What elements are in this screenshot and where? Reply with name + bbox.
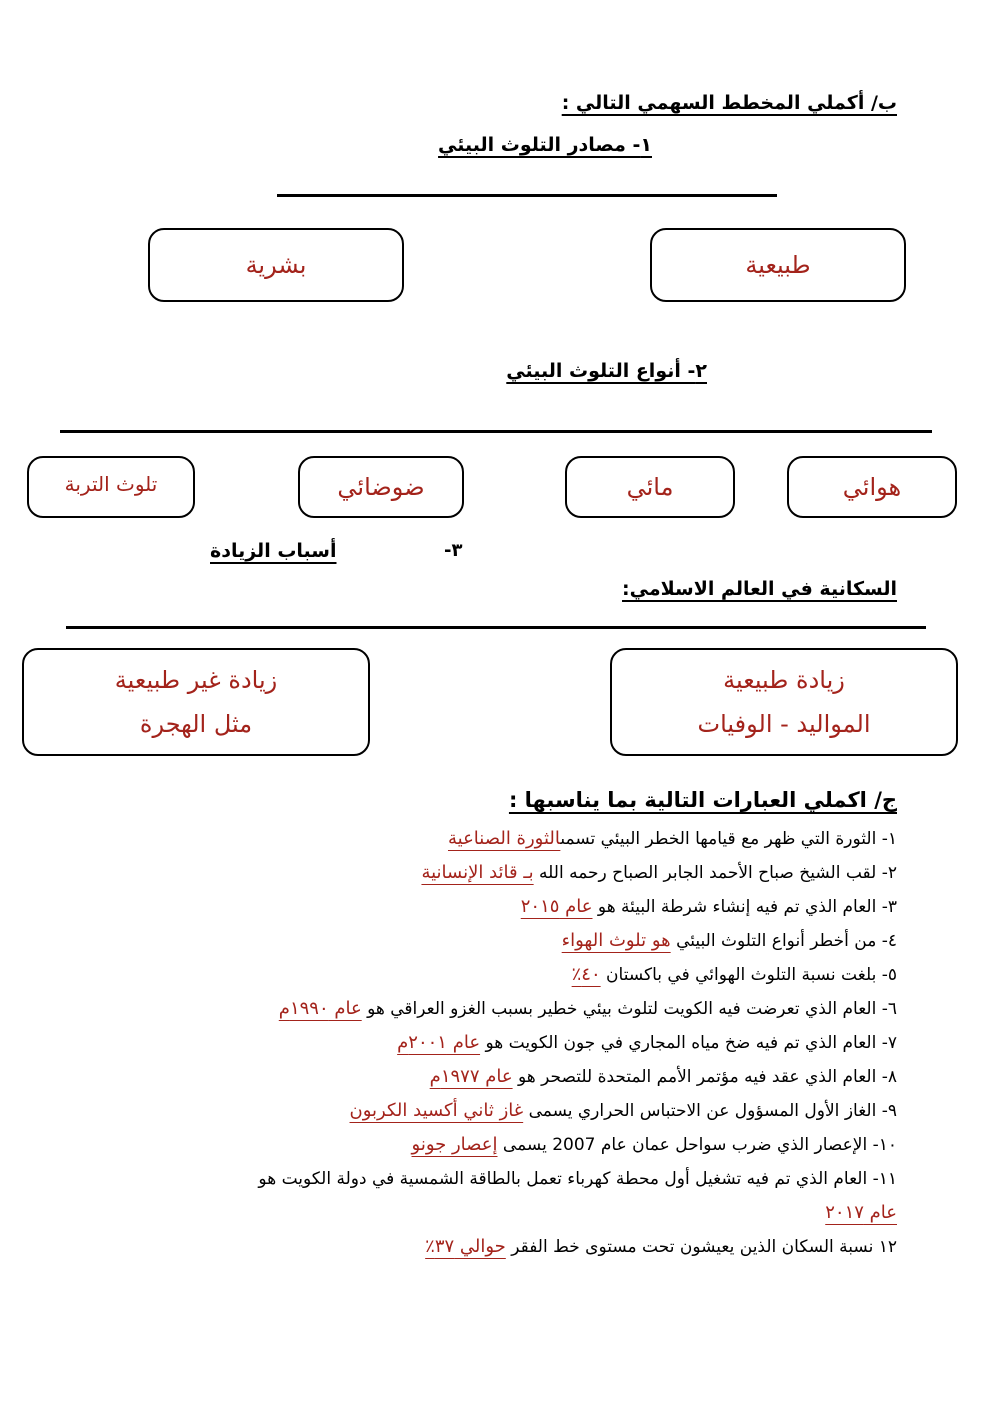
list-item (97, 1060, 897, 1094)
type-soil-label: تلوث التربة (64, 472, 158, 496)
item-text: ٧- العام الذي تم فيه ضخ مياه المجاري في جون الكويت هو (485, 1033, 897, 1053)
item-answer: بـ قائد الإنسانية (421, 862, 534, 883)
source-natural-label: طبيعية (745, 251, 811, 279)
item-text: ١٢ نسبة السكان الذين يعيشون تحت مستوى خط الفقر (511, 1237, 897, 1257)
item-text: ١- الثورة التي ظهر مع قيامها الخطر البيئي تسمى (560, 829, 897, 849)
unnatural-increase-detail: مثل الهجرة (139, 710, 253, 738)
type-box-soil (27, 456, 195, 518)
pollution-sources-heading: ١- مصادر التلوث البيئي (438, 134, 652, 156)
source-box-natural (650, 228, 906, 302)
item-text: ٣- العام الذي تم فيه إنشاء شرطة البيئة هو (597, 897, 897, 917)
type-box-water (565, 456, 735, 518)
population-number: ٣- (444, 540, 463, 561)
item-text: ٩- الغاز الأول المسؤول عن الاحتباس الحراري يسمى (528, 1101, 897, 1121)
section-c-title: ج/ اكملي العبارات التالية بما يناسبها : (508, 788, 897, 812)
type-water-label: مائي (626, 473, 674, 501)
natural-increase-detail: المواليد - الوفيات (697, 710, 871, 738)
population-connector-line (66, 626, 926, 629)
item-answer: ٤٠٪ (571, 964, 601, 985)
population-heading-line2: السكانية في العالم الاسلامي: (622, 578, 897, 600)
item-text: ١٠- الإعصار الذي ضرب سواحل عمان عام 2007 يسمى (502, 1135, 897, 1155)
type-air-label: هوائي (842, 473, 902, 501)
item-answer: عام ٢٠٠١م (397, 1032, 481, 1053)
list-item (97, 1094, 897, 1128)
pollution-types-heading: ٢- أنواع التلوث البيئي (506, 360, 707, 382)
list-item (97, 958, 897, 992)
item-answer: عام ١٩٧٧م (429, 1066, 513, 1087)
increase-box-unnatural (22, 648, 370, 756)
item-text: ٨- العام الذي عقد فيه مؤتمر الأمم المتحدة للتصحر هو (518, 1067, 897, 1087)
list-item (97, 890, 897, 924)
fill-in-list (97, 822, 897, 1264)
item-answer: عام ١٩٩٠م (278, 998, 362, 1019)
type-box-noise (298, 456, 464, 518)
item-text: ٢- لقب الشيخ صباح الأحمد الجابر الصباح رحمه الله (539, 863, 897, 883)
population-heading-line1: أسباب الزيادة (210, 540, 337, 562)
item-text: ٥- بلغت نسبة التلوث الهوائي في باكستان (606, 965, 897, 985)
item-answer: عام ٢٠١٧ (825, 1202, 897, 1223)
source-box-human (148, 228, 404, 302)
list-item (97, 856, 897, 890)
item-answer: هو تلوث الهواء (561, 930, 671, 951)
list-item (97, 992, 897, 1026)
item-answer: الثورة الصناعية (447, 828, 561, 849)
item-answer: إعصار جونو (411, 1134, 498, 1155)
unnatural-increase-title: زيادة غير طبيعية (114, 666, 278, 694)
item-answer: حوالي ٣٧٪ (425, 1236, 506, 1257)
list-item (97, 822, 897, 856)
item-text: ٤- من أخطر أنواع التلوث البيئي (676, 931, 897, 951)
types-connector-line (60, 430, 932, 433)
sources-connector-line (277, 194, 777, 197)
list-item (97, 1026, 897, 1060)
increase-box-natural (610, 648, 958, 756)
list-item (97, 1162, 897, 1230)
type-box-air (787, 456, 957, 518)
item-text: ٦- العام الذي تعرضت فيه الكويت لتلوث بيئي خطير بسبب الغزو العراقي هو (367, 999, 897, 1019)
list-item (97, 924, 897, 958)
source-human-label: بشرية (245, 251, 307, 279)
item-answer: غاز ثاني أكسيد الكربون (349, 1100, 524, 1121)
list-item (97, 1230, 897, 1264)
type-noise-label: ضوضائي (337, 473, 425, 501)
item-text: ١١- العام الذي تم فيه تشغيل أول محطة كهرباء تعمل بالطاقة الشمسية في دولة الكويت هو (258, 1169, 897, 1189)
item-answer: عام ٢٠١٥ (520, 896, 593, 917)
natural-increase-title: زيادة طبيعية (723, 666, 845, 694)
list-item (97, 1128, 897, 1162)
section-b-title: ب/ أكملي المخطط السهمي التالي : (561, 92, 897, 114)
